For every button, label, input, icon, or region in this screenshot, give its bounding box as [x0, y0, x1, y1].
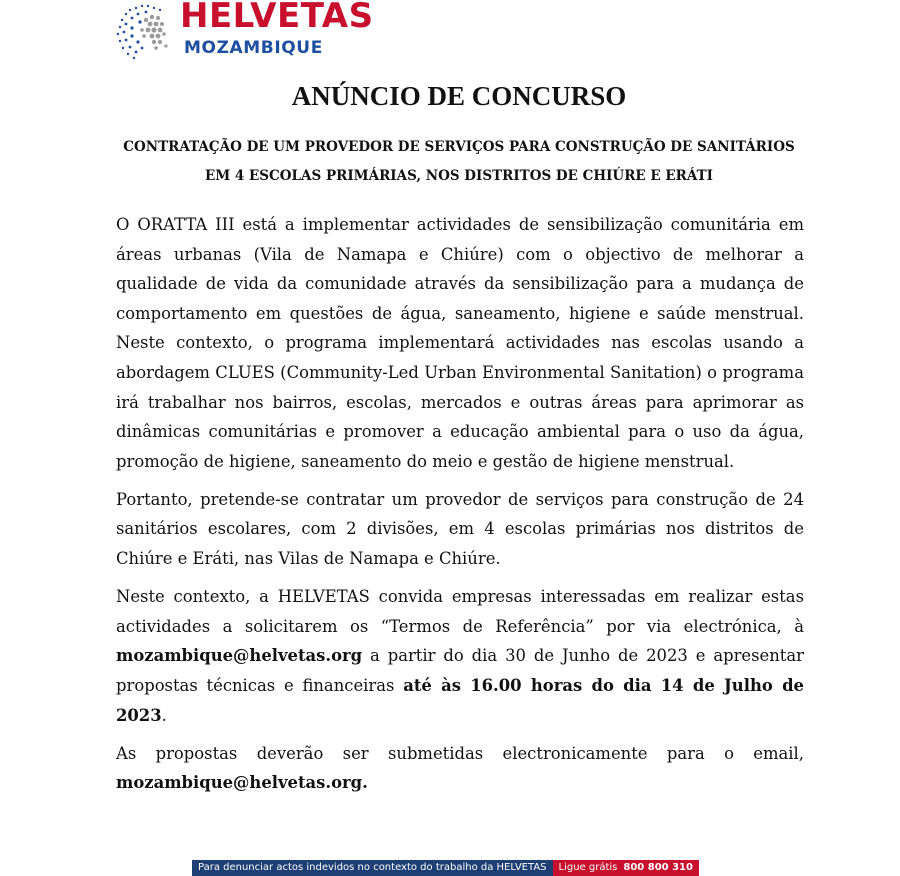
helvetas-logo	[112, 0, 412, 62]
announcement-subtitle	[100, 133, 818, 191]
invitation-text-1: Neste contexto, a HELVETAS convida empresas interessadas em realizar estas actividades a solicitarem os “Termos de Referência” por via electrónica, à	[116, 587, 804, 636]
subtitle-line-1: CONTRATAÇÃO DE UM PROVEDOR DE SERVIÇOS PARA CONSTRUÇÃO DE SANITÁRIOS	[123, 139, 795, 155]
invitation-text-3: .	[161, 705, 167, 725]
invitation-text-2: a partir do dia 30 de Junho de 2023 e apresentar propostas técnicas e financeiras	[116, 646, 804, 695]
logo-country-text: MOZAMBIQUE	[184, 38, 323, 58]
hotline-banner	[192, 860, 698, 876]
hotline-number[interactable]: 800 800 310	[623, 862, 693, 873]
contact-email-link[interactable]: mozambique@helvetas.org	[116, 646, 363, 666]
hotline-label: Ligue grátis	[558, 862, 618, 873]
submission-deadline: até às 16.00 horas do dia 14 de Julho de 2023	[116, 675, 804, 725]
paragraph-invitation	[116, 582, 804, 730]
announcement-body	[116, 210, 804, 806]
hotline-box	[553, 860, 699, 876]
globe-dots-icon	[112, 0, 178, 62]
paragraph-submission	[116, 739, 804, 798]
report-misconduct-text: Para denunciar actos indevidos no contexto do trabalho da HELVETAS	[192, 860, 553, 876]
paragraph-context: O ORATTA III está a implementar actividades de sensibilização comunitária em áreas urbanas (Vila de Namapa e Chiúre) com o objectivo de melhorar a qualidade de vida da comunidade através da sensibilização para a mudança de comportamento em questões de água, saneamento, higiene e saúde menstrual. Neste contexto, o programa implementará actividades nas escolas usando a abordagem CLUES (Community-Led Urban Environmental Sanitation) o programa irá trabalhar nos bairros, escolas, mercados e outras áreas para aprimorar as dinâmicas comunitárias e promover a educação ambiental para o uso da água, promoção de higiene, saneamento do meio e gestão de higiene menstrual.	[116, 215, 804, 471]
logo-brand-text: HELVETAS	[180, 0, 374, 36]
submission-text: As propostas deverão ser submetidas electronicamente para o email,	[116, 743, 804, 763]
paragraph-purpose: Portanto, pretende-se contratar um provedor de serviços para construção de 24 sanitários escolares, com 2 divisões, em 4 escolas primárias nos distritos de Chiúre e Eráti, nas Vilas de Namapa e Chiúre.	[116, 489, 804, 569]
announcement-title: ANÚNCIO DE CONCURSO	[291, 81, 627, 111]
subtitle-line-2: EM 4 ESCOLAS PRIMÁRIAS, NOS DISTRITOS DE CHIÚRE E ERÁTI	[204, 168, 713, 184]
submission-email-link[interactable]: mozambique@helvetas.org.	[116, 773, 368, 793]
